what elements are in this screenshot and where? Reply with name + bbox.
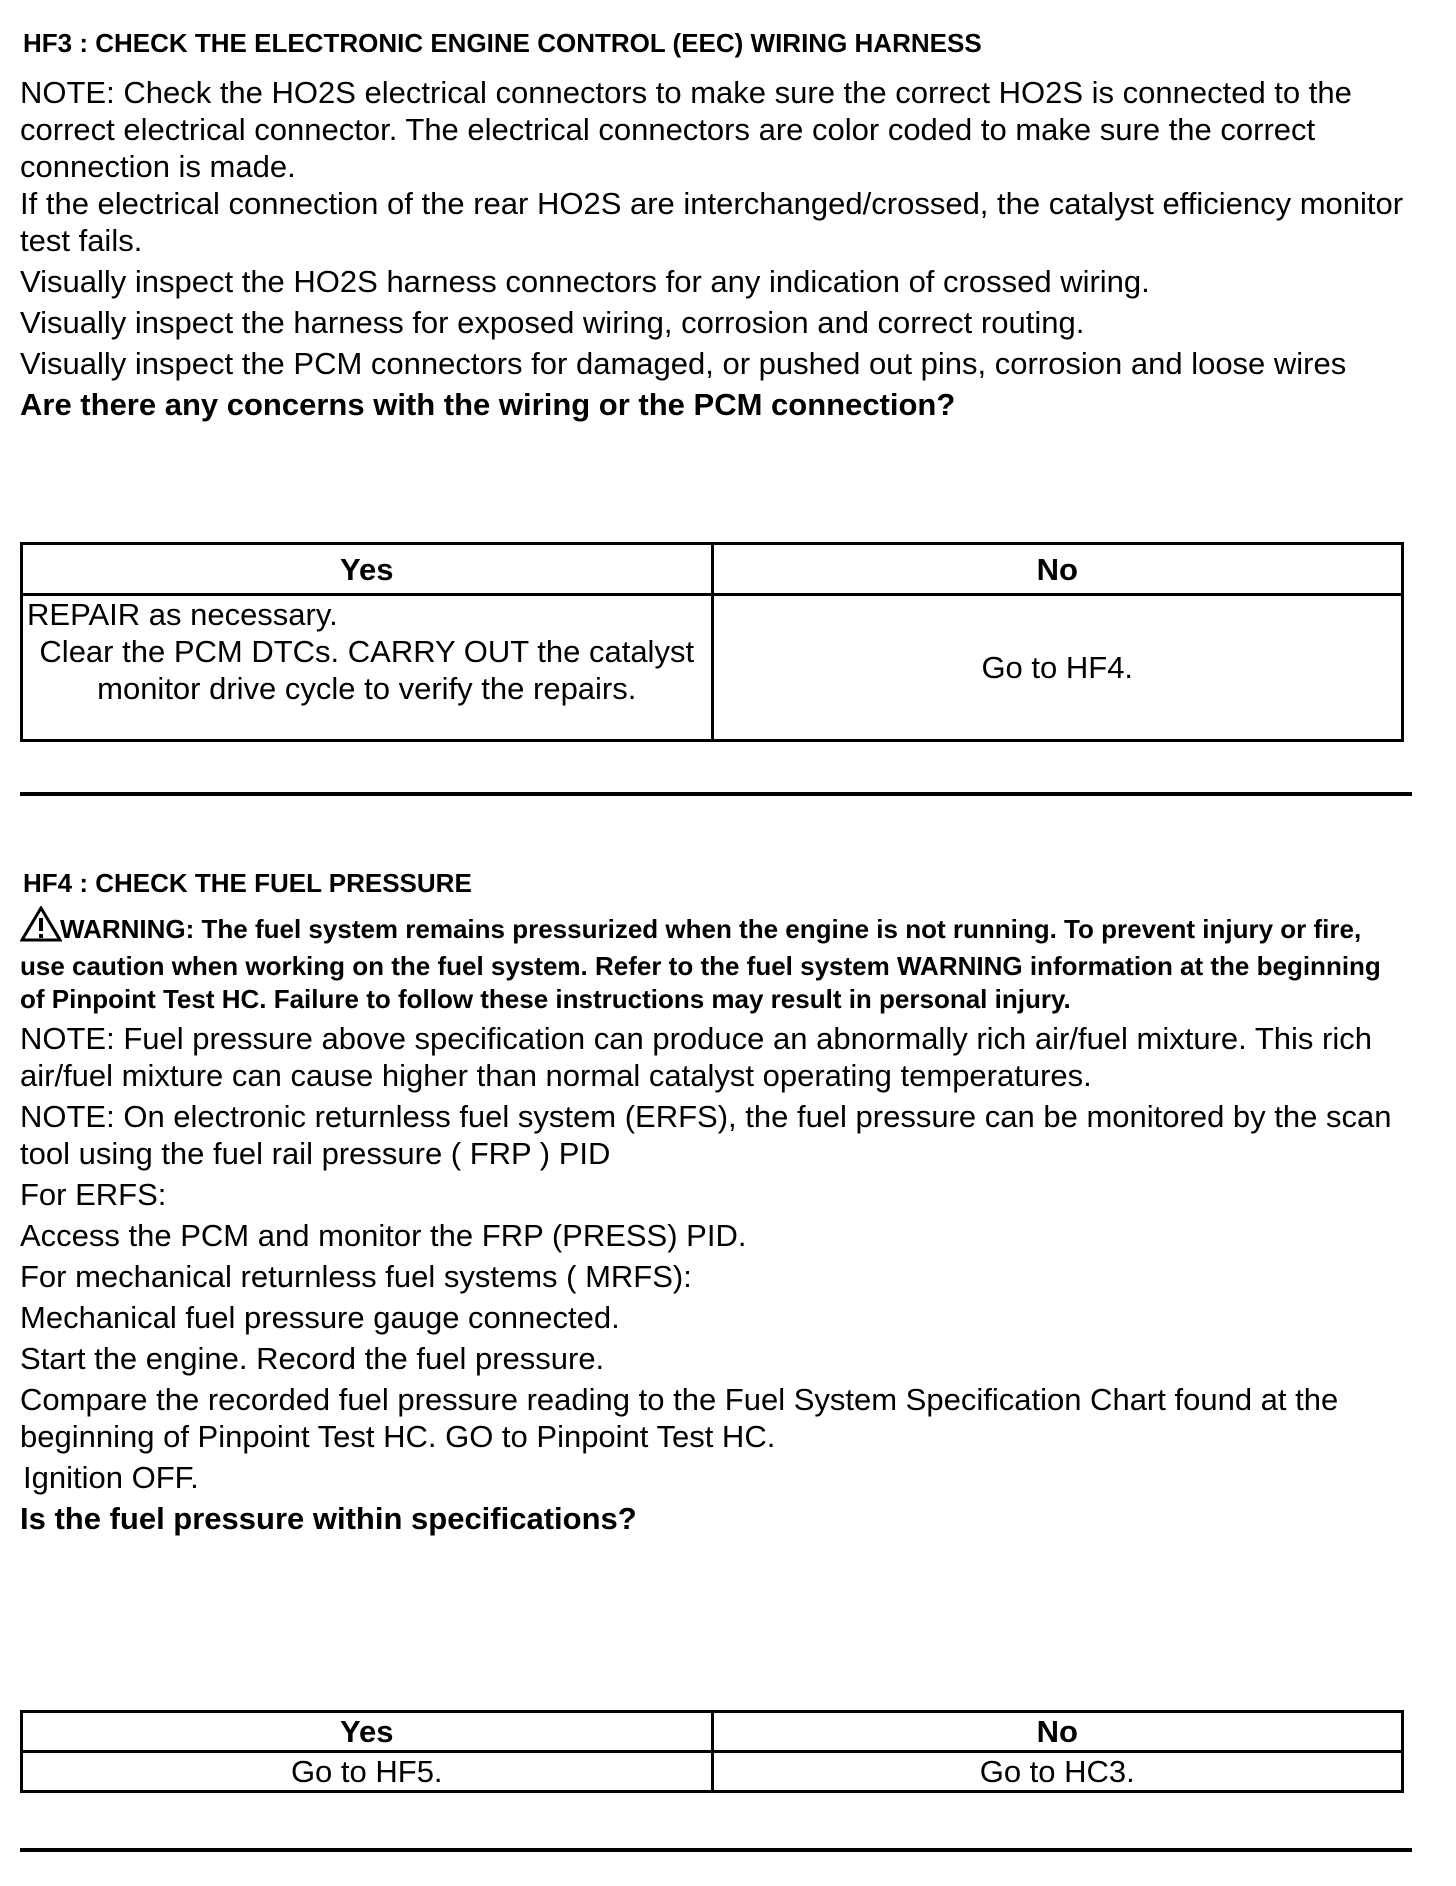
hf3-note-1: NOTE: Check the HO2S electrical connectors to make sure the correct HO2S is connected to the correct electrical connector. The electrical connectors are color coded to make sure the correct connection is made.: [20, 75, 1352, 184]
yes-header: Yes: [22, 544, 713, 595]
hf3-step-3: Visually inspect the PCM connectors for damaged, or pushed out pins, corrosion and loose wires: [20, 346, 1347, 381]
hf3-decision-table: [20, 542, 1404, 742]
hf4-note-1: NOTE: Fuel pressure above specification can produce an abnormally rich air/fuel mixture. This rich air/fuel mixture can cause higher than normal catalyst operating temperatures.: [20, 1021, 1372, 1093]
table-header-row: [22, 544, 1403, 595]
hf3-section: [20, 28, 982, 59]
hf3-title: HF3 : CHECK THE ELECTRONIC ENGINE CONTROL (EEC) WIRING HARNESS: [23, 28, 982, 58]
start-engine-step: Start the engine. Record the fuel pressure.: [20, 1341, 605, 1376]
erfs-heading: For ERFS:: [20, 1177, 167, 1212]
yes-action-cell: Go to HF5.: [22, 1752, 713, 1792]
no-header: No: [712, 544, 1403, 595]
hf3-question: Are there any concerns with the wiring or the PCM connection?: [20, 387, 956, 422]
ignition-step: Ignition OFF.: [23, 1460, 199, 1495]
warning-icon: [20, 906, 62, 950]
yes-repair-text: REPAIR as necessary.: [27, 597, 338, 633]
no-header: No: [712, 1712, 1403, 1752]
table-header-row: [22, 1712, 1403, 1752]
gauge-step: Mechanical fuel pressure gauge connected.: [20, 1300, 620, 1335]
no-action-cell: Go to HF4.: [712, 595, 1403, 741]
no-action-cell: Go to HC3.: [712, 1752, 1403, 1792]
warning-text: WARNING: The fuel system remains pressurized when the engine is not running. To prevent injury or fire, use caution when working on the fuel system. Refer to the fuel system WARNING information at the beginning of Pinpoint Test HC. Failure to follow these instructions may result in personal injury.: [20, 914, 1381, 1014]
yes-clear-dtc-text: Clear the PCM DTCs. CARRY OUT the catalyst monitor drive cycle to verify the repairs.: [39, 634, 695, 707]
compare-step: Compare the recorded fuel pressure reading to the Fuel System Specification Chart found at the beginning of Pinpoint Test HC. GO to Pinpoint Test HC.: [20, 1382, 1339, 1454]
section-divider: [20, 792, 1412, 796]
section-divider: [20, 1848, 1412, 1852]
mrfs-heading: For mechanical returnless fuel systems ( MRFS):: [20, 1259, 692, 1294]
hf3-note-2: If the electrical connection of the rear HO2S are interchanged/crossed, the catalyst efficiency monitor test fails.: [20, 186, 1404, 258]
table-row: [22, 595, 1403, 741]
hf4-section: [20, 868, 472, 899]
access-pcm-step: Access the PCM and monitor the FRP (PRESS) PID.: [20, 1218, 747, 1253]
hf3-step-2: Visually inspect the harness for exposed wiring, corrosion and correct routing.: [20, 305, 1085, 340]
warning-block: [20, 906, 1410, 1016]
table-row: [22, 1752, 1403, 1792]
hf4-title: HF4 : CHECK THE FUEL PRESSURE: [23, 868, 472, 898]
hf4-question: Is the fuel pressure within specifications?: [20, 1501, 637, 1536]
yes-header: Yes: [22, 1712, 713, 1752]
yes-action-cell: [22, 595, 713, 741]
hf3-step-1: Visually inspect the HO2S harness connectors for any indication of crossed wiring.: [20, 264, 1150, 299]
hf4-decision-table: [20, 1710, 1404, 1793]
hf4-note-2: NOTE: On electronic returnless fuel system (ERFS), the fuel pressure can be monitored by the scan tool using the fuel rail pressure ( FRP ) PID: [20, 1099, 1392, 1171]
